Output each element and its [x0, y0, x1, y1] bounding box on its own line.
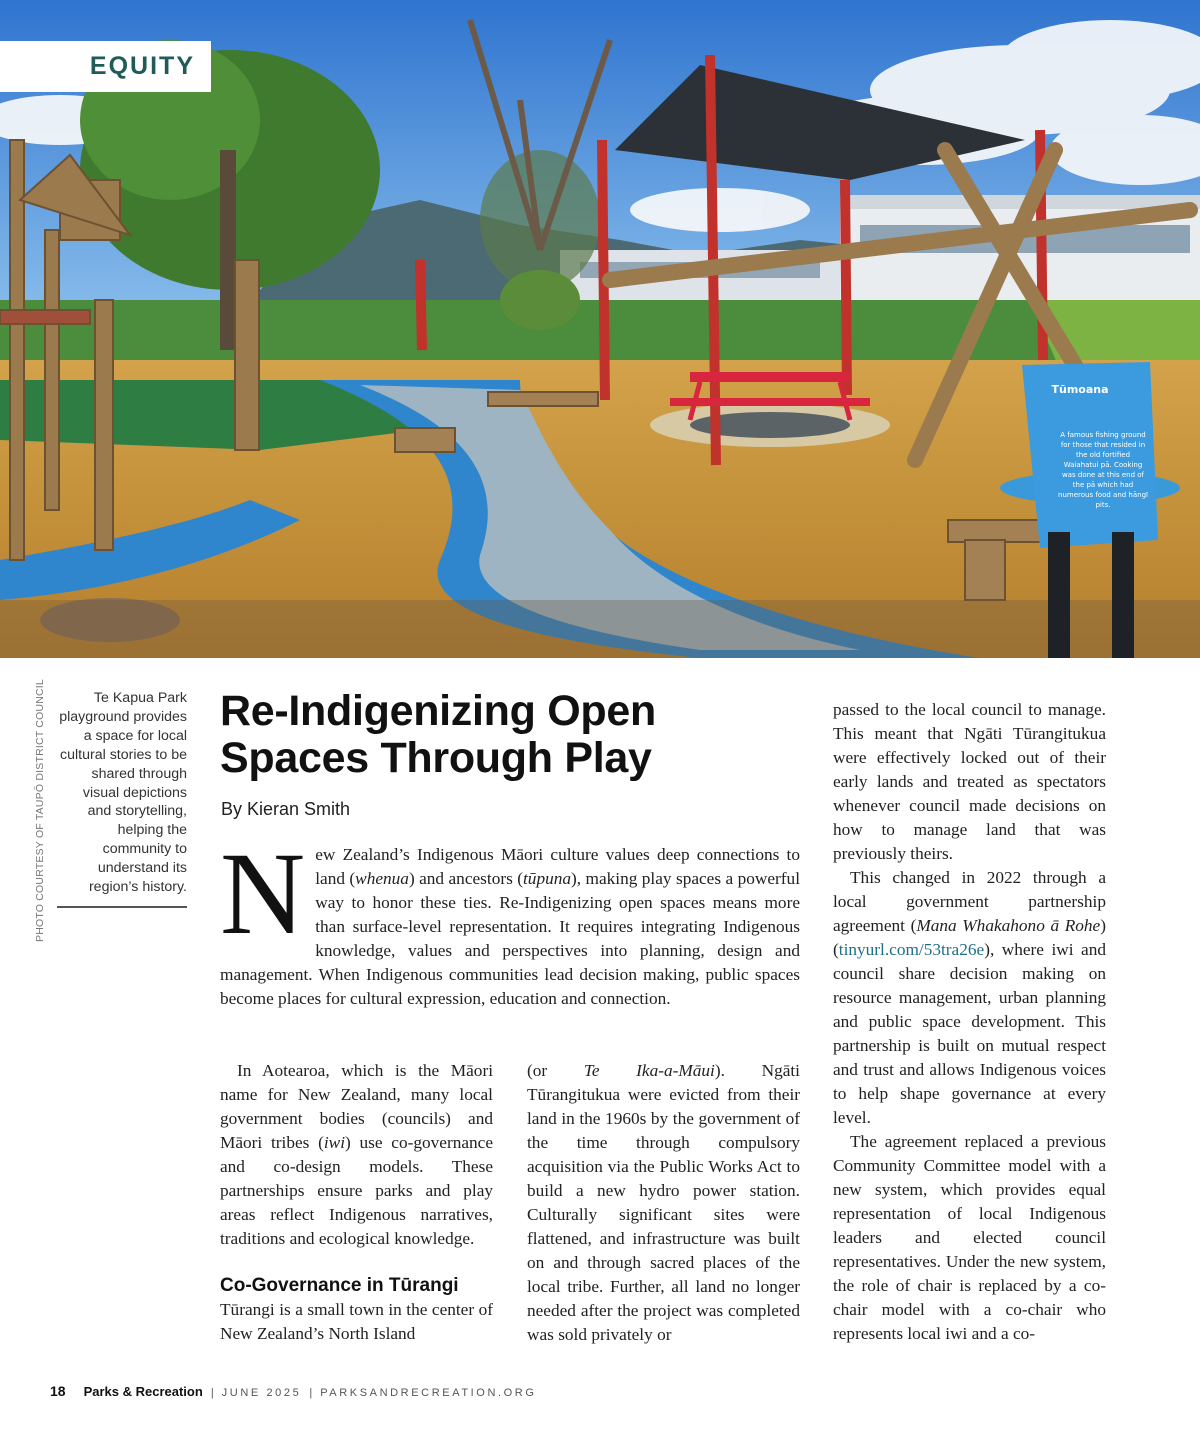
caption-divider: [57, 906, 187, 908]
footer-separator: |: [210, 1387, 214, 1399]
body-paragraph: Tūrangi is a small town in the center of New Zealand’s North Island: [220, 1300, 493, 1343]
sign-title: Tūmoana: [1051, 383, 1109, 396]
website[interactable]: PARKSANDRECREATION.ORG: [320, 1387, 537, 1399]
body-paragraph: In Aotearoa, which is the Māori name for New Zealand, many local government bodies (councils) and Māori tribes (iwi) use co-governance and co-design models. These partnerships ensure parks and play areas reflect Indigenous narratives, traditions and ecological knowledge.: [220, 1061, 493, 1248]
lead-text: ew Zealand’s Indigenous Māori culture values deep connections to land (: [315, 845, 800, 888]
sign-body: A famous fishing ground for those that resided in the old fortified Waiahatui pā. Cooking was done at this end of the pā which had numerous food and hāngī pits.: [1058, 431, 1148, 509]
body-paragraph: passed to the local council to manage. This meant that Ngāti Tūrangitukua were effectively locked out of their early lands and treated as spectators whenever council made decisions on how to manage land that was previously theirs.: [833, 700, 1106, 863]
page-footer: [50, 1383, 537, 1399]
lead-term: whenua: [355, 869, 409, 888]
column-1: [220, 1059, 493, 1346]
agreement-link[interactable]: tinyurl.com/53tra26e: [838, 940, 985, 959]
drop-cap: N: [220, 828, 306, 959]
column-3: [833, 698, 1106, 1346]
section-tag: EQUITY: [0, 41, 211, 92]
playground-illustration: [0, 0, 1200, 658]
footer-separator: |: [309, 1387, 313, 1399]
body-paragraph: The agreement replaced a previous Community Committee model with a new system, which provides equal representation of local Indigenous leaders and elected council representatives. Under the new system, the role of chair is replaced by a co-chair model with a co-chair who represents local iwi and a co-: [833, 1132, 1106, 1343]
lead-text: ), making play spaces a powerful way to honor these ties. Re-Indigenizing open spaces means more than surface-level representation. It requires integrating Indigenous knowledge, values and perspectives into planning, design and management. When Indigenous communities lead decision making, public spaces become places for cultural expression, education and connection.: [220, 869, 800, 1008]
lead-text: ) and ancestors (: [408, 869, 523, 888]
page-number: 18: [50, 1383, 66, 1399]
body-paragraph: (or Te Ika-a-Māui). Ngāti Tūrangitukua were evicted from their land in the 1960s by the government of the time through compulsory acquisition via the Public Works Act to build a new hydro power station. Culturally significant sites were flattened, and infrastructure was built on and through sacred places of the local tribe. Further, all land no longer needed after the project was completed was sold privately or: [527, 1061, 800, 1344]
hero-photo: [0, 0, 1200, 658]
lead-term: tūpuna: [523, 869, 572, 888]
byline: By Kieran Smith: [221, 799, 351, 819]
photo-credit: PHOTO COURTESY OF TAUPŌ DISTRICT COUNCIL: [34, 679, 46, 942]
issue-date: JUNE 2025: [221, 1387, 302, 1399]
publication-name: Parks & Recreation: [83, 1384, 203, 1399]
lead-paragraph: [220, 828, 800, 1011]
photo-caption: Te Kapua Park playground provides a space for local cultural stories to be shared through visual depictions and storytelling, helping the community to understand its region’s history.: [59, 690, 187, 896]
column-2: [527, 1059, 800, 1347]
subheading: Co-Governance in Tūrangi: [220, 1275, 459, 1296]
body-paragraph: This changed in 2022 through a local government partnership agreement (Mana Whakahono ā Rohe) (tinyurl.com/53tra26e), where iwi and council share decision making on resource management, urban planning and public space development. This partnership is built on mutual respect and trust and allows Indigenous voices to help shape governance at every level.: [833, 868, 1106, 1127]
article-title: Re-Indigenizing Open Spaces Through Play: [220, 687, 656, 782]
